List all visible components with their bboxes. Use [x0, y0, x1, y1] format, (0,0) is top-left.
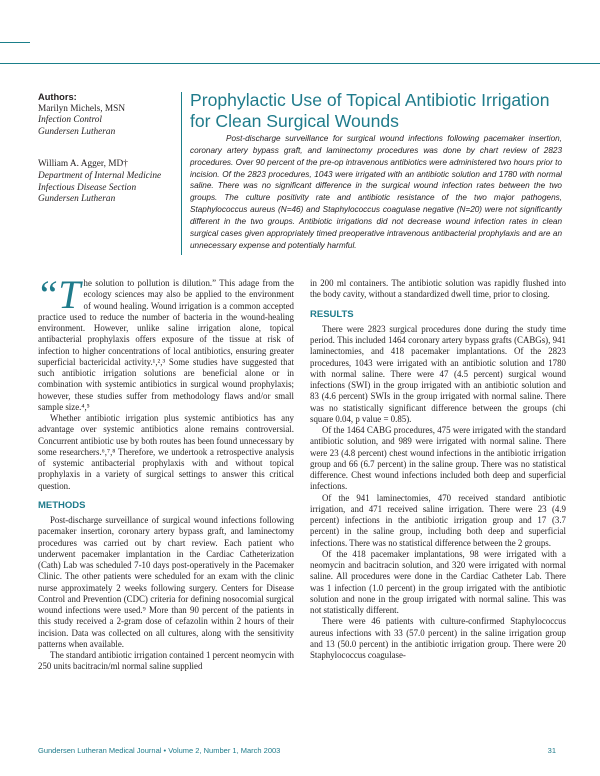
- author-block: [38, 92, 176, 206]
- page-number: 31: [547, 746, 556, 755]
- intro-paragraph-1-text: he solution to pollution is dilution.” This adage from the ecology sciences may also be applied to the environment of wound healing. Wound irrigation is a common accepted practice used to reduce the number of bacteria in the wound-healing environment. However, unlike saline irrigation alone, topical antibacterial prophylaxis offers exposure of the tissue at risk of infection to higher concentrations of local antibiotics, ensuring greater superficial bactericidal activity.¹,²,³ Some studies have suggested that such antibiotic irrigation solutions are beneficial alone or in combination with systemic antibiotics in surgical wound prophylaxis; however, these studies suffer from methodology flaws and/or small sample size.⁴,⁵: [38, 278, 294, 412]
- results-paragraph-3: Of the 941 laminectomies, 470 received standard antibiotic irrigation, and 471 received saline irrigation. There were 23 (4.9 percent) infections in the antibiotic irrigation group and 17 (3.7 percent) in the saline group, including both deep and superficial infections. There was no statistical difference between the 2 groups.: [310, 492, 566, 548]
- intro-paragraph-1: [36, 272, 294, 413]
- journal-citation: Gundersen Lutheran Medical Journal • Volume 2, Number 1, March 2003: [38, 746, 281, 755]
- body-column-right: [310, 278, 566, 661]
- top-rule-2: [0, 63, 600, 64]
- author-1-name: Marilyn Michels, MSN: [38, 103, 126, 114]
- author-2-dept: Department of Internal Medicine: [38, 170, 162, 181]
- drop-cap: “T: [36, 272, 81, 317]
- abstract: Post-discharge surveillance for surgical wound infections following pacemaker insertion, coronary artery bypass graft, and laminectomy procedures was done by chart review of 2823 procedures. Over 90 percent of the pre-op intravenous antibiotics were administered two hours prior to incision. Of the 2823 procedures, 1043 were irrigated with an antibiotic solution and 1780 with normal saline. There was no significant difference in the surgical wound infection rates between the two groups. The culture positivity rate and antibiotic resistance of the two major pathogens, Staphylococcus aureus (N=46) and Staphylococcus coagulase negative (N=20) were not significantly different in the two groups. Antibiotic irrigations did not decrease wound infection rates in clean surgical cases given appropriately timed preoperative intravenous antibacterial prophylaxis and are an unnecessary expense and potentially harmful.: [190, 134, 562, 250]
- methods-heading: METHODS: [38, 499, 86, 511]
- results-paragraph-1: There were 2823 surgical procedures done during the study time period. This included 1464 coronary artery bypass grafts (CABGs), 941 laminectomies, and 418 pacemaker implantations. Of the 2823 procedures, 1043 were irrigated with an antibiotic solution and 1780 with normal saline. There were 47 (4.5 percent) surgical wound infections (SWI) in the group irrigated with an antibiotic solution and 83 (4.6 percent) SWIs in the group irrigated with normal saline. There was no statistically significant difference between the groups (chi square 0.04, p value = 0.85).: [310, 323, 566, 424]
- results-paragraph-4: Of the 418 pacemaker implantations, 98 were irrigated with a neomycin and bacitracin solution, and 320 were irrigated with normal saline. All procedures were done in the Cardiac Catheter Lab. There was 1 infection (1.0 percent) in the group irrigated with the antibiotic solution and none in the group irrigated with normal saline. This was not statistically different.: [310, 548, 566, 615]
- page-footer: [38, 746, 556, 755]
- article-title: Prophylactic Use of Topical Antibiotic Irrigation for Clean Surgical Wounds: [190, 90, 550, 131]
- methods-paragraph-1: Post-discharge surveillance of surgical wound infections following pacemaker insertion, coronary artery bypass graft, and laminectomy procedures was carried out by chart review. Each patient who underwent pacemaker implantation in the Cardiac Catheterization (Cath) Lab was scheduled 7-10 days post-operatively in the Pacemaker Clinic. The other patients were scheduled for an exam with the clinic nurse approximately 2 weeks following surgery. Centers for Disease Control and Prevention (CDC) criteria for defining nosocomial surgical wound infections were used.⁹ More than 90 percent of the patients in this study received a 2-gram dose of cefazolin within 2 hours of their incision. Data was collected on all cultures, along with the sensitivity patterns when available.: [38, 515, 294, 649]
- results-heading: RESULTS: [310, 308, 354, 320]
- author-1-dept: Infection Control: [38, 115, 102, 126]
- author-2-org: Gundersen Lutheran: [38, 194, 116, 205]
- author-2-section: Infectious Disease Section: [38, 182, 137, 193]
- methods-paragraph-2: The standard antibiotic irrigation contained 1 percent neomycin with 250 units bacitracin/ml normal saline supplied: [38, 650, 294, 672]
- top-rule-1: [0, 42, 30, 43]
- methods-continuation: in 200 ml containers. The antibiotic solution was rapidly flushed into the body cavity, without a standardized dwell time, prior to closing.: [310, 278, 566, 300]
- author-1-org: Gundersen Lutheran: [38, 126, 116, 137]
- body-column-left: [36, 272, 294, 673]
- results-paragraph-2: Of the 1464 CABG procedures, 475 were irrigated with the standard antibiotic solution, and 989 were irrigated with normal saline. There were 23 (4.8 percent) chest wound infections in the antibiotic irrigation group and 66 (6.7 percent) in the saline group. There was no statistical difference. Chest wound infections included both deep and superficial infections.: [310, 425, 566, 492]
- intro-paragraph-2: Whether antibiotic irrigation plus systemic antibiotics has any advantage over systemic antibiotics alone remains controversial. Concurrent antibiotic use by both routes has been found unnecessary by some researchers.⁶,⁷,⁸ Therefore, we undertook a retrospective analysis of systemic antibacterial prophylaxis with and without topical prophylaxis in a variety of surgical settings to answer this critical question.: [38, 413, 294, 491]
- title-divider: [181, 92, 182, 255]
- author-2-name: William A. Agger, MD†: [38, 159, 128, 170]
- authors-heading: Authors:: [38, 92, 77, 102]
- results-paragraph-5: There were 46 patients with culture-confirmed Staphylococcus aureus infections with 33 (57.0 percent) in the saline irrigation group and 13 (50.0 percent) in the antibiotic irrigation group. There were 20 Staphylococcus coagulase-: [310, 616, 566, 660]
